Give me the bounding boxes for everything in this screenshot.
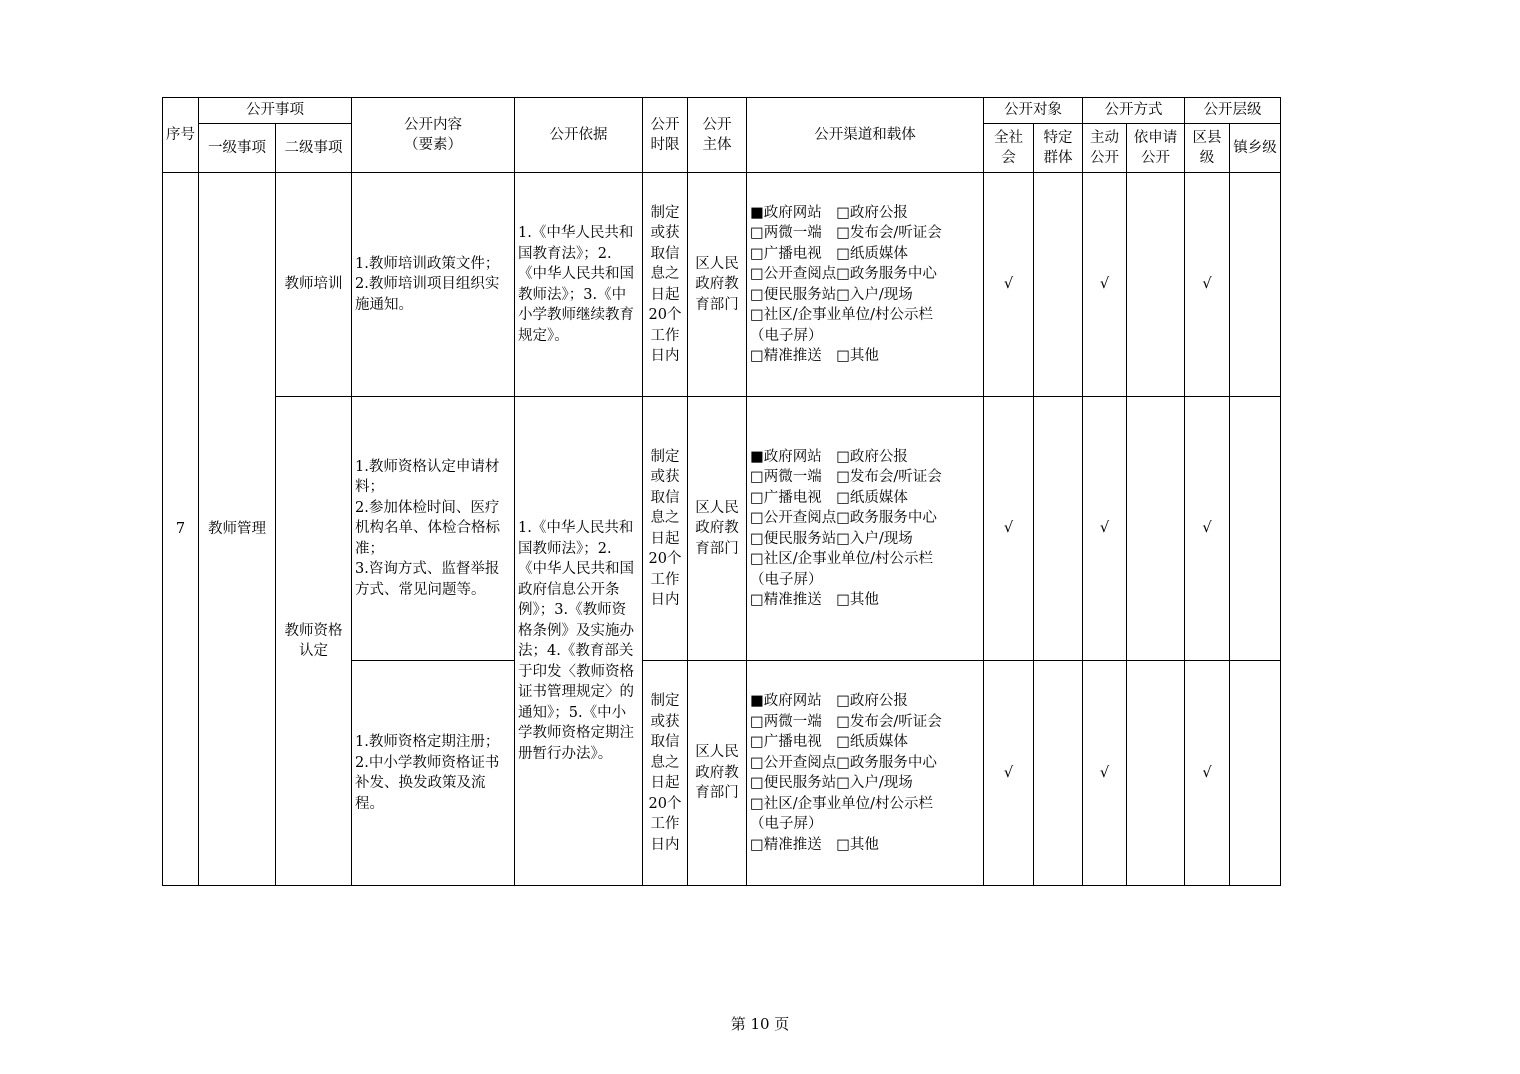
channel-line: （电子屏） (750, 327, 823, 344)
check-target-all: √ (984, 173, 1034, 397)
header-subject-line-2: 主体 (702, 137, 732, 153)
channel-line: □公开查阅点□政务服务中心 (750, 266, 937, 282)
header-level-town: 镇乡级 (1230, 124, 1281, 173)
header-method-active-line-1: 主动 (1090, 129, 1119, 146)
channel-line: □公开查阅点□政务服务中心 (750, 754, 937, 771)
channel-line: ■政府网站 □政府公报 (750, 693, 908, 709)
channel-line: ■政府网站 □政府公报 (750, 448, 908, 465)
header-content (352, 98, 515, 173)
content-item: 2.参加体检时间、医疗机构名单、体检合格标准； (355, 499, 500, 557)
check-target-specific (1034, 397, 1083, 661)
check-target-specific (1034, 173, 1083, 397)
channel-line: □广播电视 □纸质媒体 (750, 734, 908, 750)
table-row (163, 397, 1281, 661)
row-level2: 教师培训 (276, 173, 352, 397)
header-target: 公开对象 (984, 98, 1083, 124)
channel-line: □两微一端 □发布会/听证会 (750, 713, 942, 730)
check-level-town (1230, 661, 1281, 886)
channel-line: （电子屏） (750, 816, 823, 832)
channel-line: ■政府网站 □政府公报 (750, 204, 908, 221)
check-method-active: √ (1083, 173, 1127, 397)
check-method-active: √ (1083, 397, 1127, 661)
header-target-all-line-1: 全社 (994, 129, 1023, 146)
row-channels (747, 397, 984, 661)
check-level-district: √ (1185, 397, 1230, 661)
row-channels (747, 173, 984, 397)
header-subject-line-1: 公开 (702, 116, 732, 133)
content-item: 1.教师资格认定申请材料； (355, 458, 500, 496)
header-seq: 序号 (163, 98, 199, 173)
check-level-district: √ (1185, 173, 1230, 397)
row-subject: 区人民政府教育部门 (688, 397, 747, 661)
channel-line: □便民服务站□入户/现场 (750, 286, 913, 303)
header-method-apply-line-2: 公开 (1141, 150, 1170, 166)
check-level-town (1230, 397, 1281, 661)
check-method-apply (1127, 173, 1185, 397)
header-target-all (984, 124, 1034, 173)
channel-line: □两微一端 □发布会/听证会 (750, 225, 942, 241)
row-basis: 1.《中华人民共和国教师法》；2.《中华人民共和国政府信息公开条例》；3.《教师资格条例》及实施办法；4.《教育部关于印发〈教师资格证书管理规定〉的通知》；5.《中小学教师资格定期注册暂行办法》。 (515, 397, 643, 886)
page-number: 第 10 页 (730, 1015, 790, 1033)
header-time-limit-line-1: 公开 (650, 116, 680, 133)
channel-line: （电子屏） (750, 571, 823, 588)
header-time-limit-line-2: 时限 (650, 137, 680, 153)
header-row-1 (163, 98, 1281, 124)
channel-line: □广播电视 □纸质媒体 (750, 245, 908, 262)
header-method-active-line-2: 公开 (1090, 150, 1119, 166)
header-method-apply-line-1: 依申请 (1133, 129, 1178, 146)
channel-line: □社区/企事业单位/村公示栏 (750, 551, 933, 567)
row-content (352, 397, 515, 661)
content-item: 1.教师培训政策文件； (355, 255, 500, 272)
header-time-limit (643, 98, 688, 173)
header-target-specific-line-2: 群体 (1043, 150, 1073, 166)
header-level: 公开层级 (1185, 98, 1281, 124)
channel-line: □社区/企事业单位/村公示栏 (750, 307, 933, 323)
row-content (352, 661, 515, 886)
check-method-apply (1127, 661, 1185, 886)
content-item: 3.咨询方式、监督举报方式、常见问题等。 (355, 561, 500, 598)
header-level-district: 区县级 (1185, 124, 1230, 173)
channel-line: □便民服务站□入户/现场 (750, 530, 913, 547)
channel-line: □精准推送 □其他 (750, 592, 879, 608)
channel-line: □公开查阅点□政务服务中心 (750, 510, 937, 526)
channel-line: □两微一端 □发布会/听证会 (750, 469, 942, 485)
header-target-specific-line-1: 特定 (1043, 129, 1073, 146)
check-level-town (1230, 173, 1281, 397)
channel-line: □广播电视 □纸质媒体 (750, 489, 908, 506)
row-time-limit: 制定或获取信息之日起20个工作日内 (643, 661, 688, 886)
header-channels: 公开渠道和载体 (747, 98, 984, 173)
row-level2: 教师资格认定 (276, 397, 352, 886)
check-target-specific (1034, 661, 1083, 886)
header-method-active (1083, 124, 1127, 173)
group-level1: 教师管理 (199, 173, 276, 886)
check-method-active: √ (1083, 661, 1127, 886)
header-target-specific (1034, 124, 1083, 173)
check-level-district: √ (1185, 661, 1230, 886)
table-row (163, 173, 1281, 397)
header-basis: 公开依据 (515, 98, 643, 173)
row-subject: 区人民政府教育部门 (688, 173, 747, 397)
header-level2: 二级事项 (276, 124, 352, 173)
row-content (352, 173, 515, 397)
header-items: 公开事项 (199, 98, 352, 124)
content-item: 2.中小学教师资格证书补发、换发政策及流程。 (355, 754, 500, 812)
check-target-all: √ (984, 397, 1034, 661)
row-basis: 1.《中华人民共和国教育法》；2.《中华人民共和国教师法》；3.《中小学教师继续教育规定》。 (515, 173, 643, 397)
disclosure-table (162, 97, 1281, 886)
channel-line: □精准推送 □其他 (750, 836, 879, 853)
channel-line: □精准推送 □其他 (750, 348, 879, 364)
content-item: 2.教师培训项目组织实施通知。 (355, 276, 500, 313)
check-target-all: √ (984, 661, 1034, 886)
header-target-all-line-2: 会 (1001, 150, 1016, 166)
row-subject: 区人民政府教育部门 (688, 661, 747, 886)
header-content-line-1: 公开内容 (404, 116, 462, 133)
header-subject (688, 98, 747, 173)
row-channels (747, 661, 984, 886)
group-seq: 7 (163, 173, 199, 886)
header-content-line-2: （要素） (404, 137, 462, 153)
header-level1: 一级事项 (199, 124, 276, 173)
row-time-limit: 制定或获取信息之日起20个工作日内 (643, 173, 688, 397)
header-method-apply (1127, 124, 1185, 173)
channel-line: □便民服务站□入户/现场 (750, 775, 913, 791)
channel-line: □社区/企事业单位/村公示栏 (750, 795, 933, 812)
check-method-apply (1127, 397, 1185, 661)
content-item: 1.教师资格定期注册； (355, 734, 500, 750)
header-method: 公开方式 (1083, 98, 1185, 124)
row-time-limit: 制定或获取信息之日起20个工作日内 (643, 397, 688, 661)
